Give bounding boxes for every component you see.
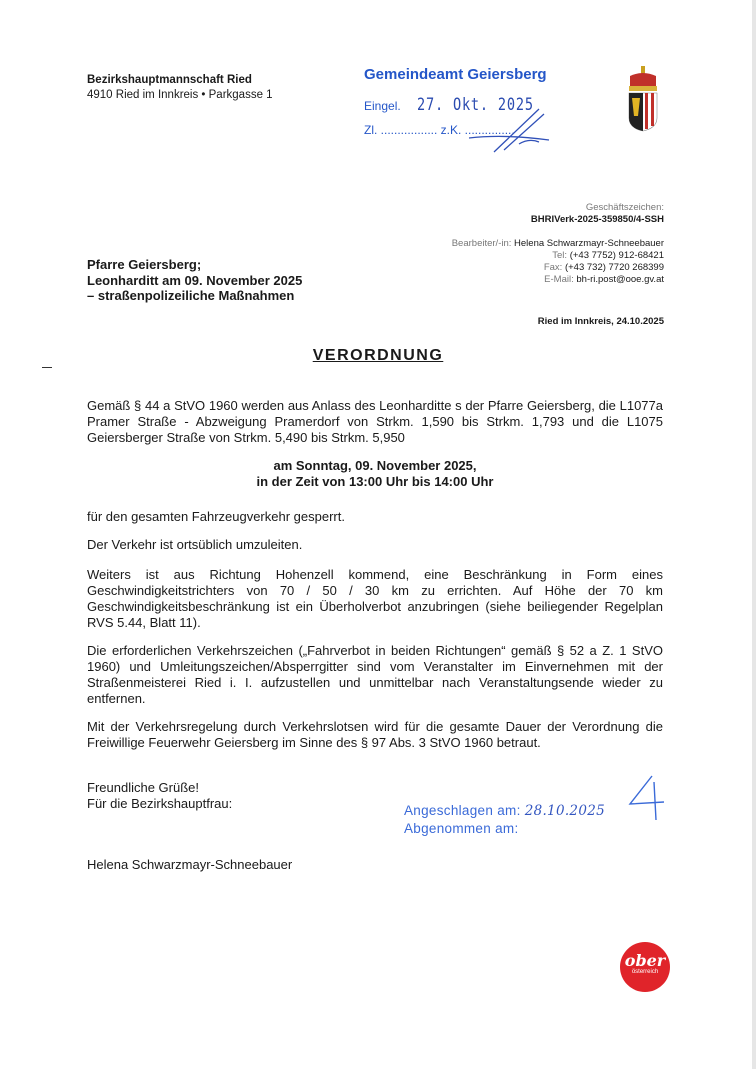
upper-austria-crest-icon [626, 66, 660, 132]
fold-mark [42, 367, 52, 368]
greeting: Freundliche Grüße! [87, 780, 199, 795]
email-label: E-Mail: [544, 274, 574, 285]
paragraph-detour: Der Verkehr ist ortsüblich umzuleiten. [87, 537, 303, 552]
stamp-received-label: Eingel. [364, 99, 401, 113]
paragraph-signs: Die erforderlichen Verkehrszeichen („Fahrverbot in beiden Richtungen“ gemäß § 52 a Z. 1 StVO 1960) und Umleitungszeichen/Absperrgitter sind vom Veranstalter im Einvernehmen mit der Straßenmeisterei Ried i. I. aufzustellen und unmittelbar nach Veranstaltungsende wieder zu entfernen. [87, 643, 663, 706]
reference-block [452, 202, 664, 286]
subject-line: Pfarre Geiersberg; [87, 257, 202, 272]
stamp-zl-line: Zl. ................. z.K. ............... [364, 123, 515, 137]
paragraph-fire-brigade: Mit der Verkehrsregelung durch Verkehrslotsen wird für die gesamte Dauer der Verordnung die Freiwillige Feuerwehr Geiersberg im Sinne des § 97 Abs. 3 StVO 1960 betraut. [87, 719, 663, 750]
signature-for: Für die Bezirkshauptfrau: [87, 796, 233, 811]
posted-date: 28.10.2025 [524, 803, 605, 819]
fax-value: (+43 732) 7720 268399 [564, 262, 664, 273]
paragraph-scope: Gemäß § 44 a StVO 1960 werden aus Anlass des Leonharditte s der Pfarre Geiersberg, die L1077a Pramer Straße - Abzweigung Pramerdorf von Strkm. 1,590 bis Strkm. 1,793 und die L1075 Geiersberger Straße von Strkm. 5,490 bis Strkm. 5,950 [87, 398, 663, 445]
place-date: Ried im Innkreis, 24.10.2025 [537, 316, 664, 327]
initials-icon [624, 774, 674, 824]
received-stamp [364, 66, 563, 137]
stamp-received-date: 27. Okt. 2025 [416, 95, 534, 115]
stamp-org: Gemeindeamt Geiersberg [364, 66, 547, 83]
logo-subtext: österreich [631, 969, 659, 975]
paragraph-closure: für den gesamten Fahrzeugverkehr gesperrt. [87, 509, 345, 524]
clerk-label: Bearbeiter/-in: [451, 238, 512, 249]
document-title: VERORDNUNG [312, 347, 444, 364]
subject [87, 257, 302, 304]
scan-edge [752, 0, 756, 1069]
posting-stamp [404, 802, 605, 838]
posted-label: Angeschlagen am: [404, 803, 521, 818]
signer-name: Helena Schwarzmayr-Schneebauer [87, 857, 293, 872]
time-line-2: in der Zeit von 13:00 Uhr bis 14:00 Uhr [256, 474, 494, 489]
oberoesterreich-logo [620, 942, 670, 992]
fax-label: Fax: [543, 262, 563, 273]
reference-number: BHRIVerk-2025-359850/4-SSH [530, 214, 664, 225]
subject-line: – straßenpolizeiliche Maßnahmen [87, 288, 295, 303]
sender-address: 4910 Ried im Innkreis • Parkgasse 1 [87, 89, 273, 101]
sender-name: Bezirkshauptmannschaft Ried [87, 74, 252, 86]
reference-label: Geschäftszeichen: [585, 202, 664, 213]
email-value: bh-ri.post@ooe.gv.at [576, 274, 664, 285]
clerk-name: Helena Schwarzmayr-Schneebauer [514, 238, 664, 249]
tel-value: (+43 7752) 912-68421 [569, 250, 664, 261]
signature-icon [464, 104, 554, 154]
sender-block [87, 73, 273, 103]
subject-line: Leonharditt am 09. November 2025 [87, 272, 303, 288]
removed-label: Abgenommen am: [404, 821, 519, 836]
logo-text: ober [624, 951, 666, 970]
time-line-1: am Sonntag, 09. November 2025, [273, 458, 477, 473]
paragraph-speed-limit: Weiters ist aus Richtung Hohenzell kommend, eine Beschränkung in Form eines Geschwindigkeitstrichters von 70 / 50 / 30 km zu errichten. Auf Höhe der 70 km Geschwindigkeitsbeschränkung ist ein Überholverbot anzubringen (siehe beiliegender Regelplan RVS 5.44, Blatt 11). [87, 567, 663, 630]
tel-label: Tel: [552, 250, 568, 261]
